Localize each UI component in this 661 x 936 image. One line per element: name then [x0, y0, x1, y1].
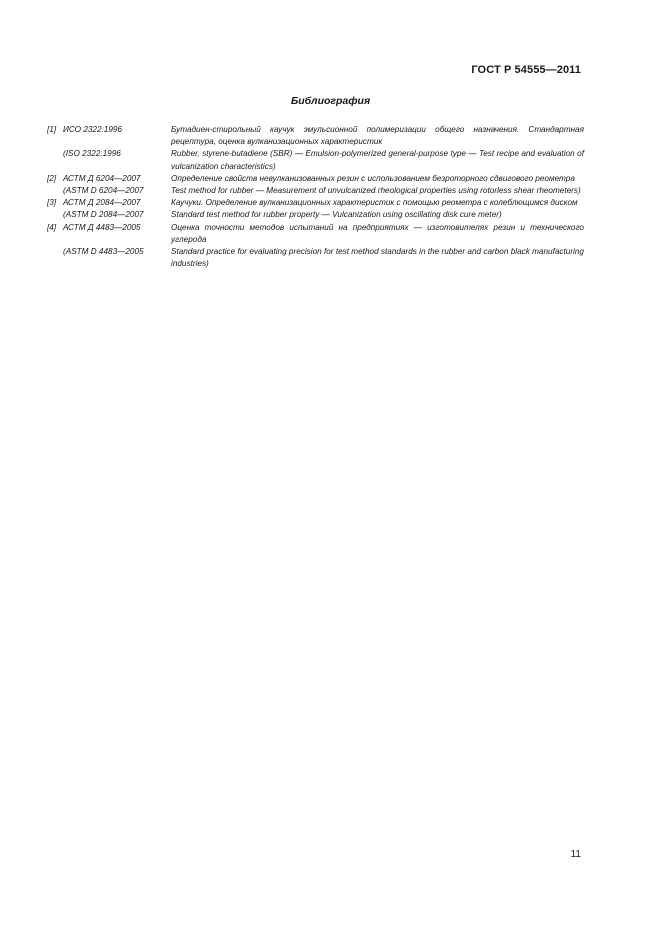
- bibliography-title: Библиография: [290, 95, 371, 107]
- bib-entry: [47, 197, 584, 209]
- bib-entry: [47, 148, 584, 172]
- bib-entry-reference: ИСО 2322:1996: [63, 125, 123, 134]
- bib-entry: [47, 222, 584, 246]
- bib-entry-reference: АСТМ Д 2084—2007: [63, 198, 141, 208]
- bib-entry-reference: (ISO 2322:1996: [63, 149, 121, 159]
- bib-entry: [47, 209, 584, 221]
- bib-entry-reference: (ASTM D 6204—2007: [63, 186, 144, 196]
- bib-entry-description: Каучуки. Определение вулканизационных характеристик с помощью реометра с колеблющимся диском: [171, 198, 578, 208]
- bib-entry: [47, 246, 584, 270]
- bib-entry-number: [3]: [47, 198, 57, 208]
- bib-entry-number: [4]: [47, 222, 57, 232]
- bib-entry-description: Standard test method for rubber property — Vulcanization using oscillating disk cure meter): [171, 210, 502, 220]
- bib-entry: [47, 173, 584, 185]
- bib-entry-reference: АСТМ Д 4483—2005: [63, 222, 141, 232]
- standard-designation: ГОСТ Р 54555—2011: [471, 64, 581, 76]
- bib-entry-number: [1]: [47, 125, 57, 134]
- bib-entry-description: Оценка точности методов испытаний на предприятиях — изготовителях резин и технического углерода: [171, 222, 584, 244]
- bib-entry-description: Standard practice for evaluating precision for test method standards in the rubber and carbon black manufacturing industries): [171, 247, 584, 269]
- bib-entry-description: Test method for rubber — Measurement of unvulcanized rheological properties using rotorless shear rheometers): [171, 186, 581, 196]
- page-number: 11: [570, 849, 581, 860]
- bib-entry-reference: АСТМ Д 6204—2007: [63, 173, 141, 183]
- bib-entry-number: [2]: [47, 173, 57, 183]
- bib-entry-reference: (ASTM D 2084—2007: [63, 210, 144, 220]
- bib-entry-description: Определение свойств невулканизованных резин с использованием безроторного сдвигового реометра: [171, 173, 575, 183]
- bibliography-list: [47, 124, 584, 270]
- bib-entry: [47, 124, 584, 148]
- bib-entry: [47, 185, 584, 197]
- bib-entry-reference: (ASTM D 4483—2005: [63, 247, 144, 257]
- bib-entry-description: Бутадиен-стирольный каучук эмульсионной полимеризации общего назначения. Стандартная рецептура, оценка вулканизационных характеристик: [171, 125, 584, 147]
- bib-entry-description: Rubber, styrene-butadiene (SBR) — Emulsion-polymerized general-purpose type — Test recipe and evaluation of vulcanization characteristics): [171, 149, 584, 171]
